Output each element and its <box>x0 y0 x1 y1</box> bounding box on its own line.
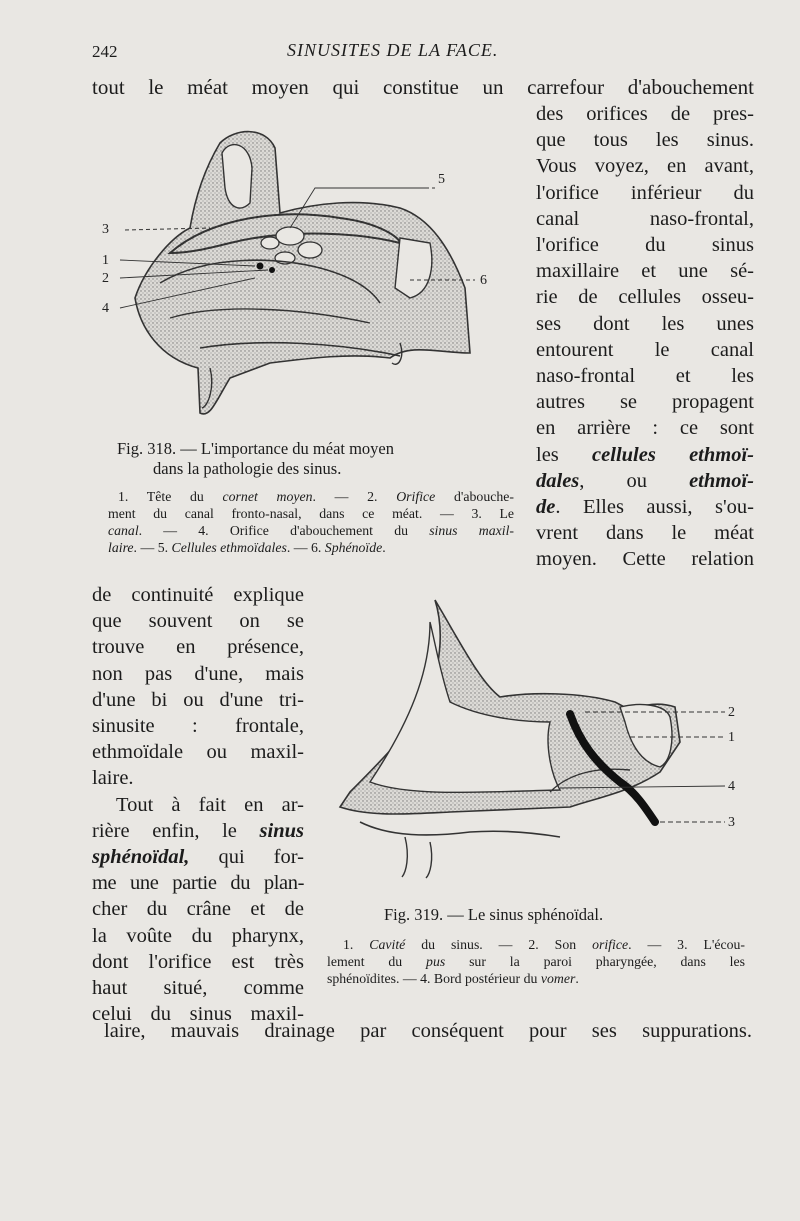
text-line: rière enfin, le sinus <box>92 819 304 842</box>
text-line: rie de cellules osseu- <box>536 286 754 309</box>
voile-palais <box>360 822 560 837</box>
fig318-label-3: 3 <box>102 222 109 237</box>
text-line: Tout à fait en ar- <box>116 793 304 816</box>
text-line: non pas d'une, mais <box>92 662 304 685</box>
fig318-label-2: 2 <box>102 271 109 286</box>
caption-line: dans la pathologie des sinus. <box>153 459 342 478</box>
cellule <box>261 237 279 249</box>
text-line: l'orifice inférieur du <box>536 181 754 204</box>
text-line: en arrière : ce sont <box>536 417 754 440</box>
right-column-text <box>536 101 754 573</box>
text-line: trouve en présence, <box>92 636 304 659</box>
text-line: de. Elles aussi, s'ou- <box>536 496 754 519</box>
term-sphenoidal: sphénoïdal, <box>92 846 190 869</box>
figure-318-caption <box>117 439 497 479</box>
figure-319-legend: 1. Cavité du sinus. — 2. Son orifice. — 3. L'écou- lement du pus sur la paroi pharyngée, dans les sphénoïdites. — 4. Bord postérieur du vomer. <box>327 937 745 986</box>
text-line: sphénoïdal, qui for- <box>92 846 304 869</box>
text-line: canal naso-frontal, <box>536 207 754 230</box>
body-line-1: tout le méat moyen qui constitue un carrefour d'abouchement <box>92 75 754 99</box>
text-line: me une partie du plan- <box>92 872 304 895</box>
text-line: les cellules ethmoï- <box>536 443 754 466</box>
term-sinus: sinus <box>259 819 304 842</box>
text-line: autres se propagent <box>536 391 754 414</box>
text-line: sinusite : frontale, <box>92 715 304 738</box>
caption-line: Fig. 318. — L'importance du méat moyen <box>117 439 395 458</box>
text-line: que souvent on se <box>92 610 304 633</box>
cellule <box>298 242 322 258</box>
text-line: haut situé, comme <box>92 977 304 1000</box>
orifice-marker <box>269 267 275 273</box>
figure-318-legend: 1. Tête du cornet moyen. — 2. Orifice d'abouche- ment du canal fronto-nasal, dans ce méat. — 3. Le canal. — 4. Orifice d'abouchement du sinus maxil- laire. — 5. Cellules ethmoïdales. — 6. Sphénoïde. <box>108 489 514 555</box>
fig319-label-1: 1 <box>728 730 735 745</box>
term-ethmoidales: ethmoï- <box>689 469 754 492</box>
fig318-label-5: 5 <box>438 172 445 187</box>
body-last-line: laire, mauvais drainage par conséquent pour ses suppurations. <box>104 1020 752 1042</box>
fig318-label-6: 6 <box>480 273 487 288</box>
text-line: de continuité explique <box>92 584 304 606</box>
dent <box>426 842 432 878</box>
fig319-label-3: 3 <box>728 815 735 830</box>
text-line: ses dont les unes <box>536 312 754 335</box>
fig318-label-1: 1 <box>102 253 109 268</box>
text-line: cher du crâne et de <box>92 898 304 921</box>
text-line: ethmoïdale ou maxil- <box>92 741 304 764</box>
term-cellules-ethmoidales: cellules ethmoï- <box>592 443 754 466</box>
figure-319-caption: Fig. 319. — Le sinus sphénoïdal. <box>384 905 604 924</box>
text-line: des orifices de pres- <box>536 103 754 125</box>
running-head <box>92 38 752 68</box>
left-column-text <box>92 582 304 1027</box>
text-line: d'une bi ou d'une tri- <box>92 688 304 711</box>
page-number: 242 <box>92 42 118 61</box>
fig319-label-4: 4 <box>728 779 735 794</box>
text-line: laire. <box>92 767 134 790</box>
text-line: moyen. Cette relation <box>536 548 754 571</box>
text-line: entourent le canal <box>536 338 754 361</box>
text-line: vrent dans le méat <box>536 522 754 545</box>
running-title: SINUSITES DE LA FACE. <box>287 40 499 60</box>
text-line: dales, ou ethmoï- <box>536 469 754 492</box>
text-line: dont l'orifice est très <box>92 950 304 973</box>
text-line: naso-frontal et les <box>536 365 754 388</box>
orifice-marker <box>257 263 264 270</box>
text-line: l'orifice du sinus <box>536 234 754 257</box>
text-line: la voûte du pharynx, <box>92 924 304 947</box>
cellules-ethmoidales <box>276 227 304 245</box>
text-line: Vous voyez, en avant, <box>536 155 754 178</box>
dent <box>402 837 407 877</box>
text-line: que tous les sinus. <box>536 129 754 152</box>
figure-319-diagram <box>330 592 750 892</box>
figure-318-diagram <box>100 118 500 418</box>
text-line: maxillaire et une sé- <box>536 260 754 283</box>
text-line: celui du sinus maxil- <box>92 1003 304 1026</box>
fig319-label-2: 2 <box>728 705 735 720</box>
fig318-label-4: 4 <box>102 301 109 316</box>
